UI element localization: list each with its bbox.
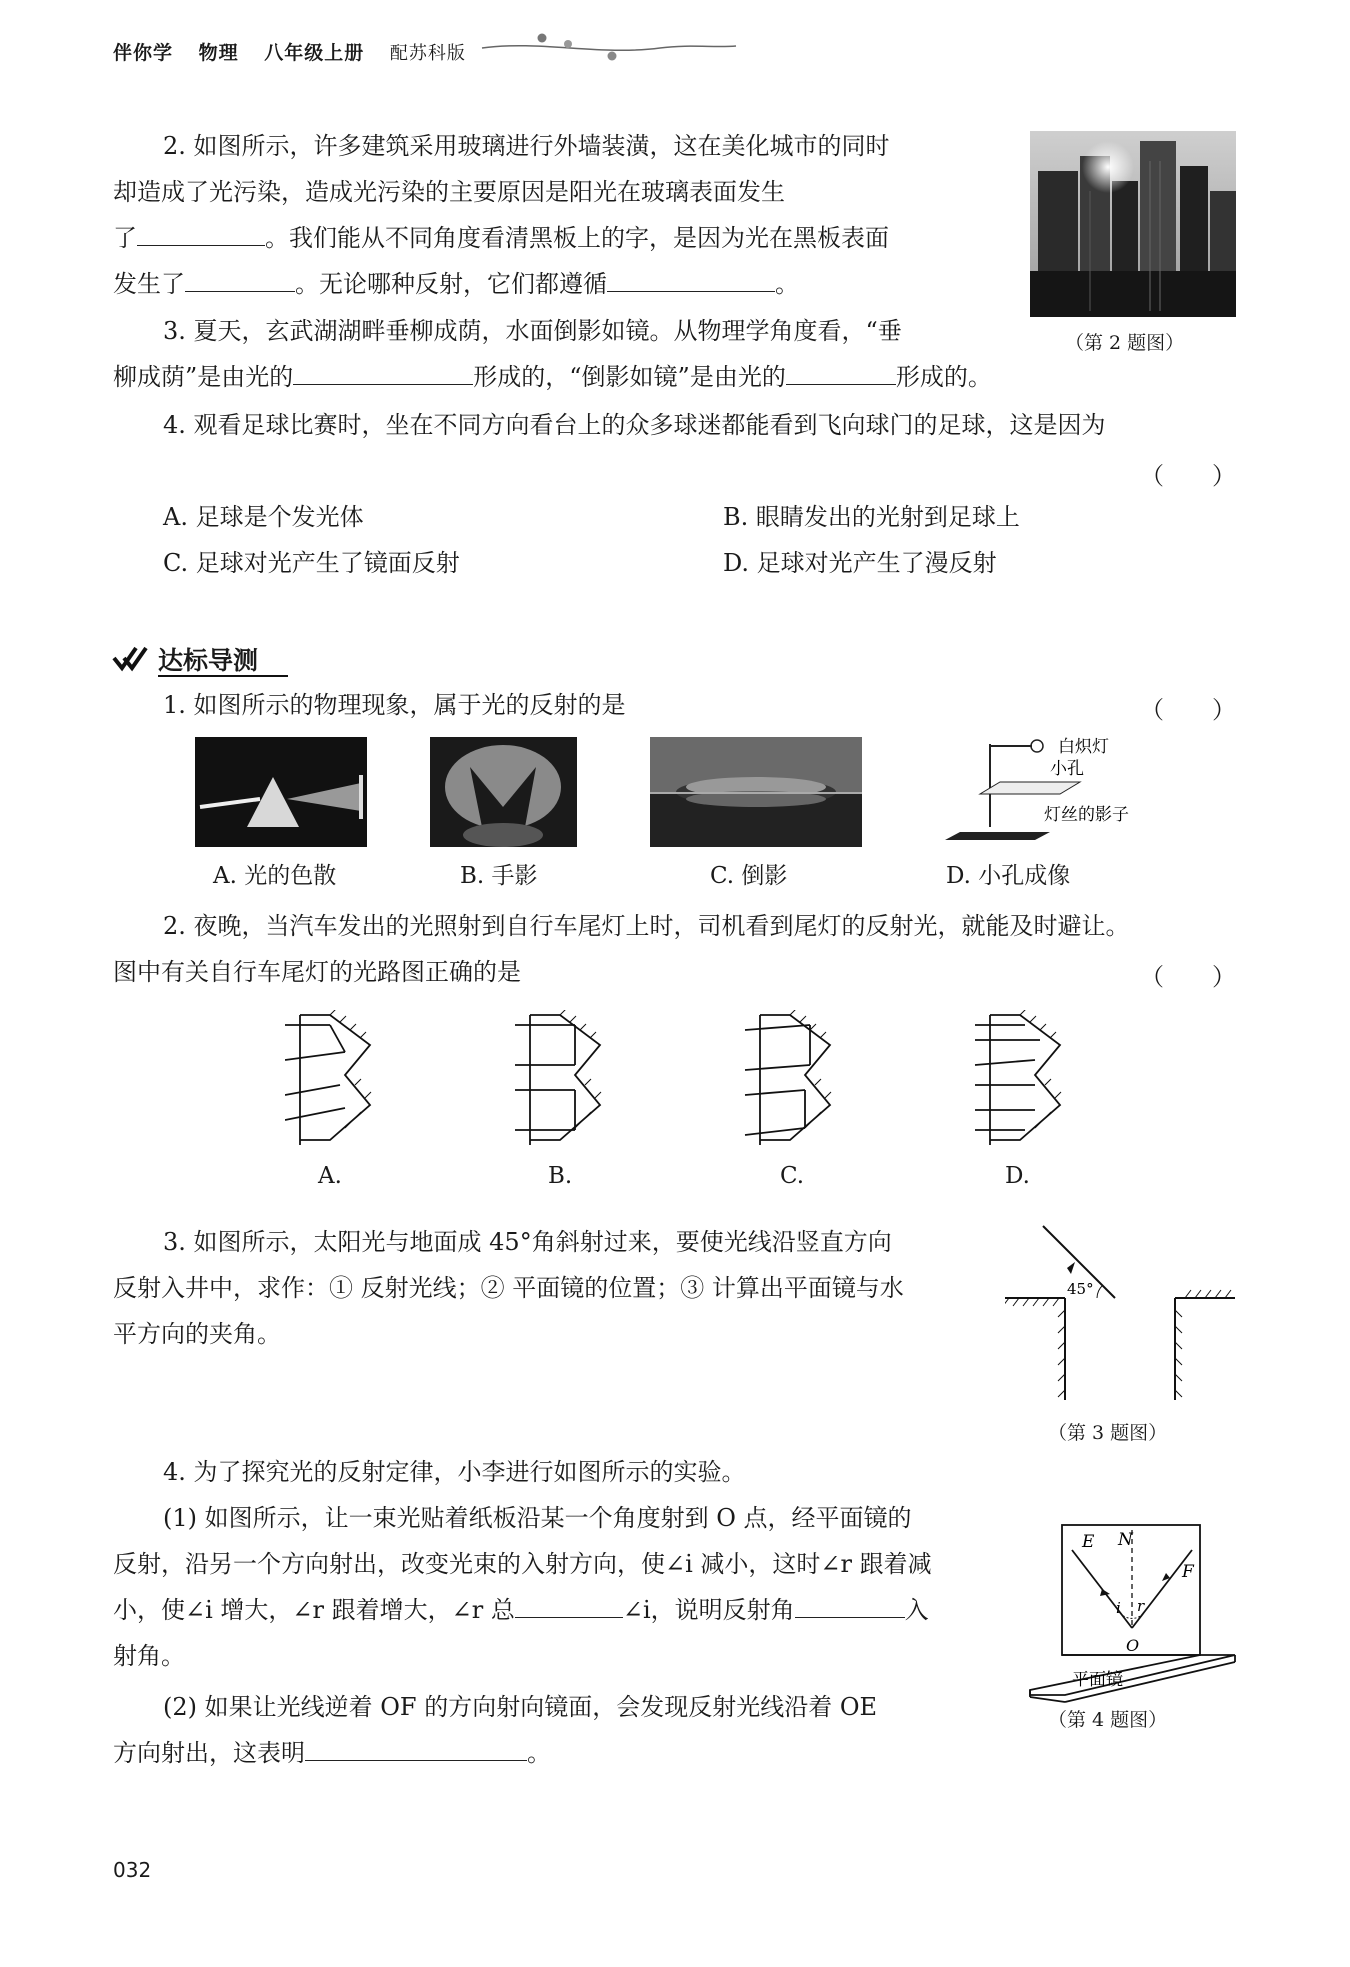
answer-blank[interactable]	[607, 269, 775, 292]
diagram-label-a: A.	[318, 1163, 342, 1189]
diagram-label-c: C.	[780, 1163, 805, 1189]
taillight-diagrams	[285, 1010, 1085, 1155]
label-i: i	[1116, 1599, 1121, 1617]
reflection-experiment-diagram	[1010, 1515, 1245, 1715]
p2-q4-p1-line3: 小，使∠i 增大，∠r 跟着增大，∠r 总 ∠i，说明反射角 入	[113, 1596, 929, 1624]
glass-buildings-photo	[1030, 131, 1236, 317]
p2-q4-p1-line4: 射角。	[113, 1642, 185, 1670]
img-label-c: C. 倒影	[710, 863, 788, 889]
img-label-d: D. 小孔成像	[946, 863, 1071, 889]
p2-q4-line1: 4. 为了探究光的反射定律，小李进行如图所示的实验。	[163, 1458, 746, 1486]
q2-line2: 却造成了光污染，造成光污染的主要原因是阳光在玻璃表面发生	[113, 178, 785, 206]
answer-blank[interactable]	[786, 362, 896, 385]
p2-q4-p1-line2: 反射，沿另一个方向射出，改变光束的入射方向，使∠i 减小，这时∠r 跟着减	[113, 1550, 932, 1578]
diagram-label-d: D.	[1005, 1163, 1030, 1189]
page-header	[113, 38, 484, 65]
stadium-reflection-photo	[650, 737, 862, 847]
pinhole-camera-diagram	[940, 732, 1170, 850]
p2-q1-text: 1. 如图所示的物理现象，属于光的反射的是	[163, 691, 626, 719]
q3-line2: 柳成荫”是由光的 形成的，“倒影如镜”是由光的 形成的。	[113, 363, 992, 391]
label-n: N	[1118, 1530, 1133, 1550]
figure-caption: （第 3 题图）	[1048, 1422, 1168, 1444]
section-title: 达标导测	[158, 646, 259, 675]
angle-label: 45°	[1067, 1280, 1094, 1298]
p2-q2-line1: 2. 夜晚，当汽车发出的光照射到自行车尾灯上时，司机看到尾灯的反射光，就能及时避让。	[163, 912, 1130, 940]
answer-blank[interactable]	[137, 223, 265, 246]
p2-q3-line3: 平方向的夹角。	[113, 1320, 281, 1348]
label-r: r	[1137, 1597, 1145, 1615]
diagram-c	[745, 1015, 830, 1145]
label-f: F	[1182, 1562, 1194, 1582]
edition: 配苏科版	[389, 43, 466, 64]
figure-caption: （第 4 题图）	[1048, 1709, 1168, 1731]
shadow-label: 灯丝的影子	[1044, 805, 1129, 825]
q4-line1: 4. 观看足球比赛时，坐在不同方向看台上的众多球迷都能看到飞向球门的足球，这是因为	[163, 411, 1106, 439]
p2-q4-p1-line1: (1) 如图所示，让一束光贴着纸板沿某一个角度射到 O 点，经平面镜的	[163, 1504, 912, 1532]
p2-q4-p2-line2: 方向射出，这表明 。	[113, 1739, 551, 1767]
diagram-label-b: B.	[548, 1163, 573, 1189]
grade: 八年级上册	[264, 42, 365, 64]
answer-paren[interactable]: （ ）	[1140, 696, 1236, 724]
option-d: D. 足球对光产生了漫反射	[723, 549, 997, 577]
diagram-a	[285, 1015, 370, 1145]
answer-blank[interactable]	[305, 1738, 527, 1761]
figure-caption: （第 2 题图）	[1065, 332, 1185, 354]
well-diagram	[1005, 1218, 1240, 1408]
diagram-b	[515, 1015, 600, 1145]
section-underline	[158, 675, 288, 677]
p2-q2-line2: 图中有关自行车尾灯的光路图正确的是	[113, 958, 521, 986]
answer-blank[interactable]	[795, 1595, 905, 1618]
label-o: O	[1126, 1636, 1140, 1655]
option-c: C. 足球对光产生了镜面反射	[163, 549, 460, 577]
img-label-b: B. 手影	[460, 863, 538, 889]
prism-dispersion-photo	[195, 737, 367, 847]
answer-blank[interactable]	[515, 1595, 623, 1618]
q2-line4: 发生了 。无论哪种反射，它们都遵循 。	[113, 270, 799, 298]
q3-line1: 3. 夏天，玄武湖湖畔垂柳成荫，水面倒影如镜。从物理学角度看，“垂	[163, 317, 902, 345]
book-title: 伴你学	[113, 42, 174, 64]
answer-blank[interactable]	[185, 269, 295, 292]
answer-paren[interactable]: （ ）	[1140, 462, 1236, 490]
answer-blank[interactable]	[293, 362, 473, 385]
diagram-d	[975, 1015, 1060, 1145]
option-a: A. 足球是个发光体	[163, 503, 364, 531]
double-check-icon	[112, 644, 150, 676]
bulb-label: 白炽灯	[1058, 737, 1109, 757]
p2-q3-line1: 3. 如图所示，太阳光与地面成 45°角斜射过来，要使光线沿竖直方向	[163, 1228, 892, 1256]
q2-line1: 2. 如图所示，许多建筑采用玻璃进行外墙装潢，这在美化城市的同时	[163, 132, 890, 160]
p2-q4-p2-line1: (2) 如果让光线逆着 OF 的方向射向镜面，会发现反射光线沿着 OE	[163, 1693, 878, 1721]
pinhole-label: 小孔	[1050, 759, 1084, 779]
hand-shadow-photo	[430, 737, 577, 847]
mirror-label: 平面镜	[1072, 1670, 1123, 1690]
page-number: 032	[113, 1858, 152, 1882]
img-label-a: A. 光的色散	[213, 863, 337, 889]
label-e: E	[1082, 1532, 1095, 1552]
answer-paren[interactable]: （ ）	[1140, 963, 1236, 991]
header-decoration	[480, 26, 740, 66]
q2-line3: 了 。我们能从不同角度看清黑板上的字，是因为光在黑板表面	[113, 224, 889, 252]
subject: 物理	[198, 42, 239, 64]
p2-q3-line2: 反射入井中，求作：① 反射光线；② 平面镜的位置；③ 计算出平面镜与水	[113, 1274, 904, 1302]
option-b: B. 眼睛发出的光射到足球上	[723, 503, 1020, 531]
